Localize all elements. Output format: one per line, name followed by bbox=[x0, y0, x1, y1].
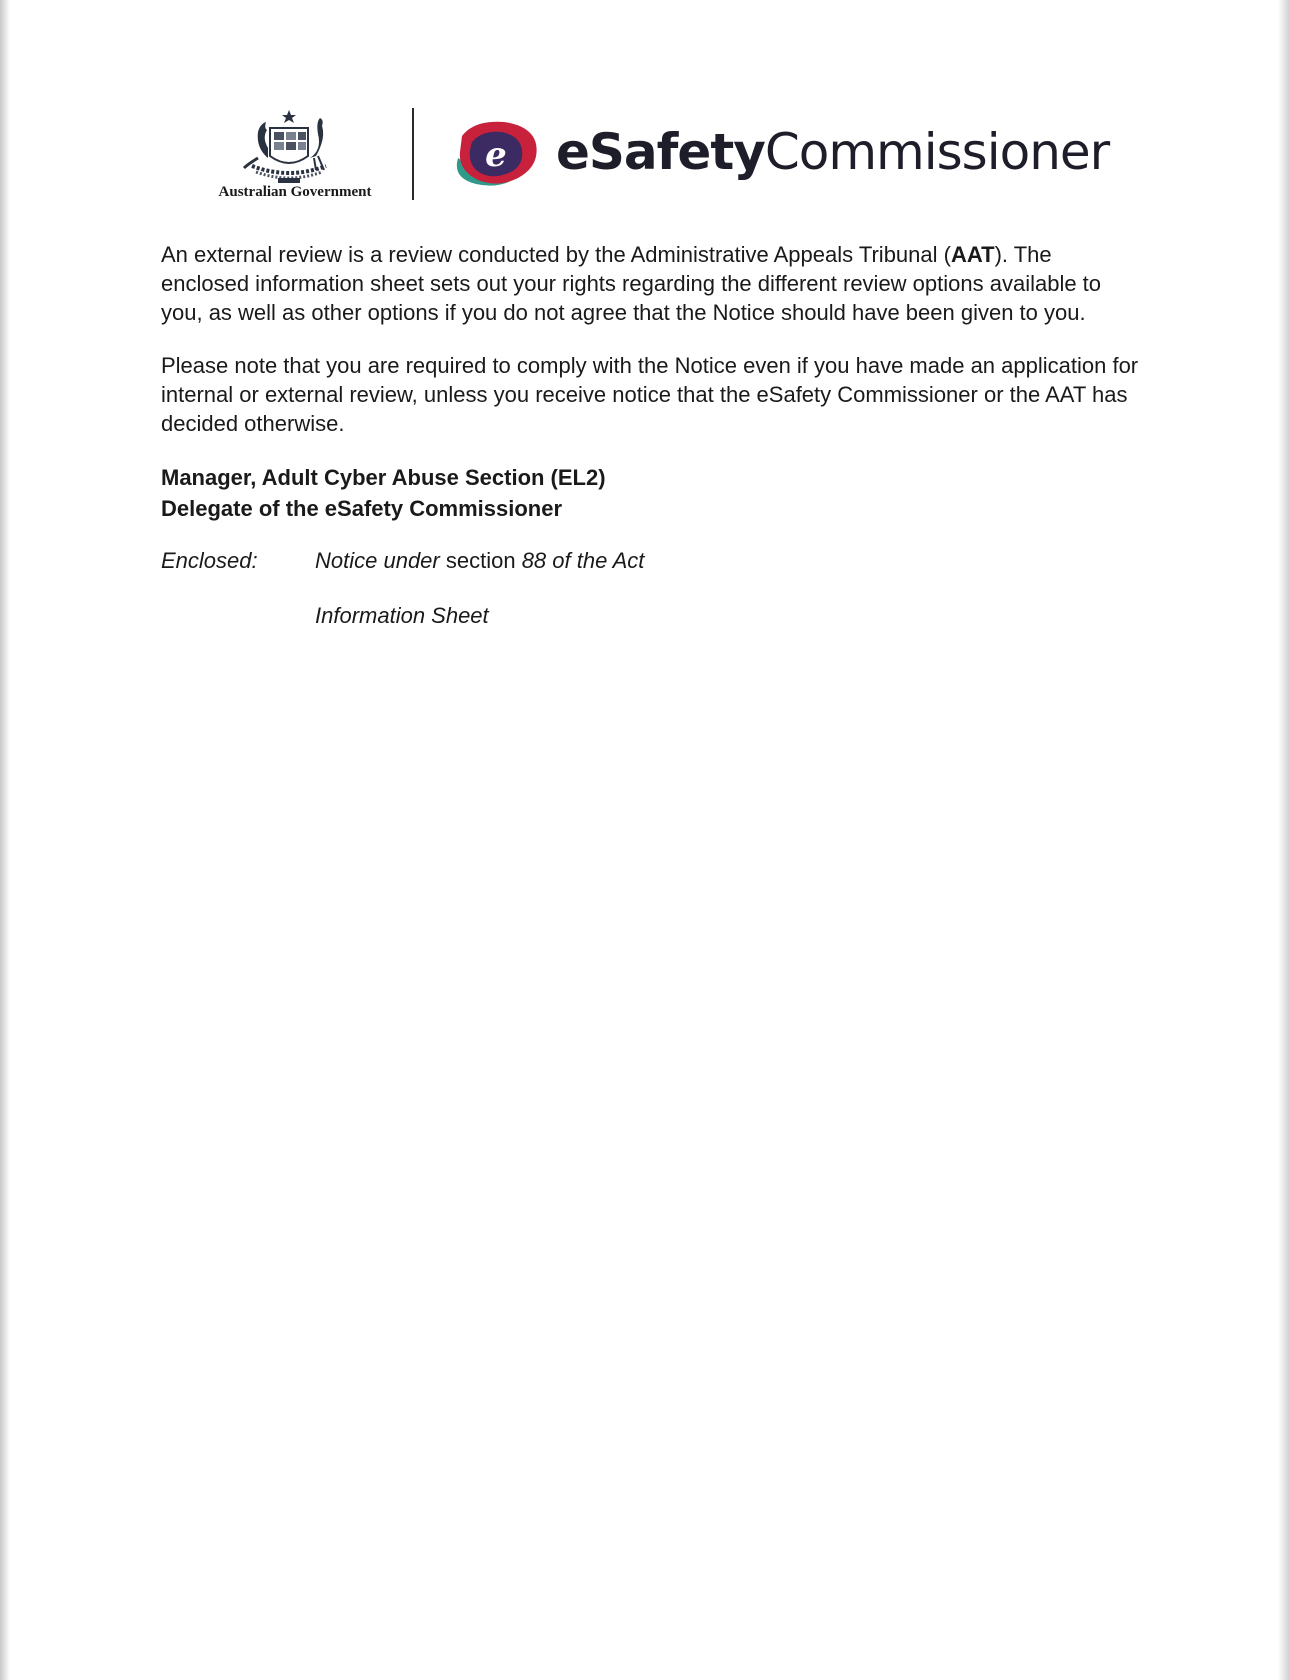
brand-name-regular: Commissioner bbox=[764, 123, 1110, 181]
letter-body bbox=[161, 240, 1141, 636]
signoff-delegate: Delegate of the eSafety Commissioner bbox=[161, 496, 563, 521]
coat-of-arms-icon bbox=[234, 108, 344, 188]
scan-edge-right bbox=[1278, 0, 1290, 1680]
paragraph-comply-notice: Please note that you are required to comply with the Notice even if you have made an application for internal or external review, unless you receive notice that the eSafety Commissioner or the AAT has decided otherwise. bbox=[161, 353, 1139, 436]
header-divider bbox=[412, 108, 414, 200]
enclosure-notice bbox=[315, 546, 644, 575]
enclosure-notice-b: section bbox=[439, 548, 522, 573]
enclosures bbox=[161, 546, 1141, 636]
australian-government-logo bbox=[200, 108, 390, 208]
enclosure-information-sheet: Information Sheet bbox=[315, 603, 489, 628]
government-name: Australian Government bbox=[218, 184, 372, 200]
brand-name-bold: eSafety bbox=[556, 123, 765, 181]
scan-edge-left bbox=[0, 0, 10, 1680]
para1-text-a: An external review is a review conducted by the Administrative Appeals Tribunal ( bbox=[161, 242, 951, 267]
esafety-e-icon bbox=[452, 118, 540, 190]
signoff-title: Manager, Adult Cyber Abuse Section (EL2) bbox=[161, 465, 606, 490]
brand-name bbox=[556, 122, 1109, 182]
paragraph-external-review bbox=[161, 240, 1141, 327]
esafety-commissioner-logo bbox=[452, 118, 1110, 196]
para1-aat-abbrev: AAT bbox=[950, 242, 995, 267]
enclosure-notice-a: Notice under bbox=[315, 548, 440, 573]
enclosed-label: Enclosed: bbox=[161, 548, 258, 573]
enclosure-notice-c: 88 of the Act bbox=[521, 548, 645, 573]
para1-text-b: ). The enclosed information sheet sets out your rights regarding the different review options available to you, as well as other options if you do not agree that the Notice should have been given to you. bbox=[161, 242, 1102, 325]
brand-letter: e bbox=[485, 135, 507, 175]
